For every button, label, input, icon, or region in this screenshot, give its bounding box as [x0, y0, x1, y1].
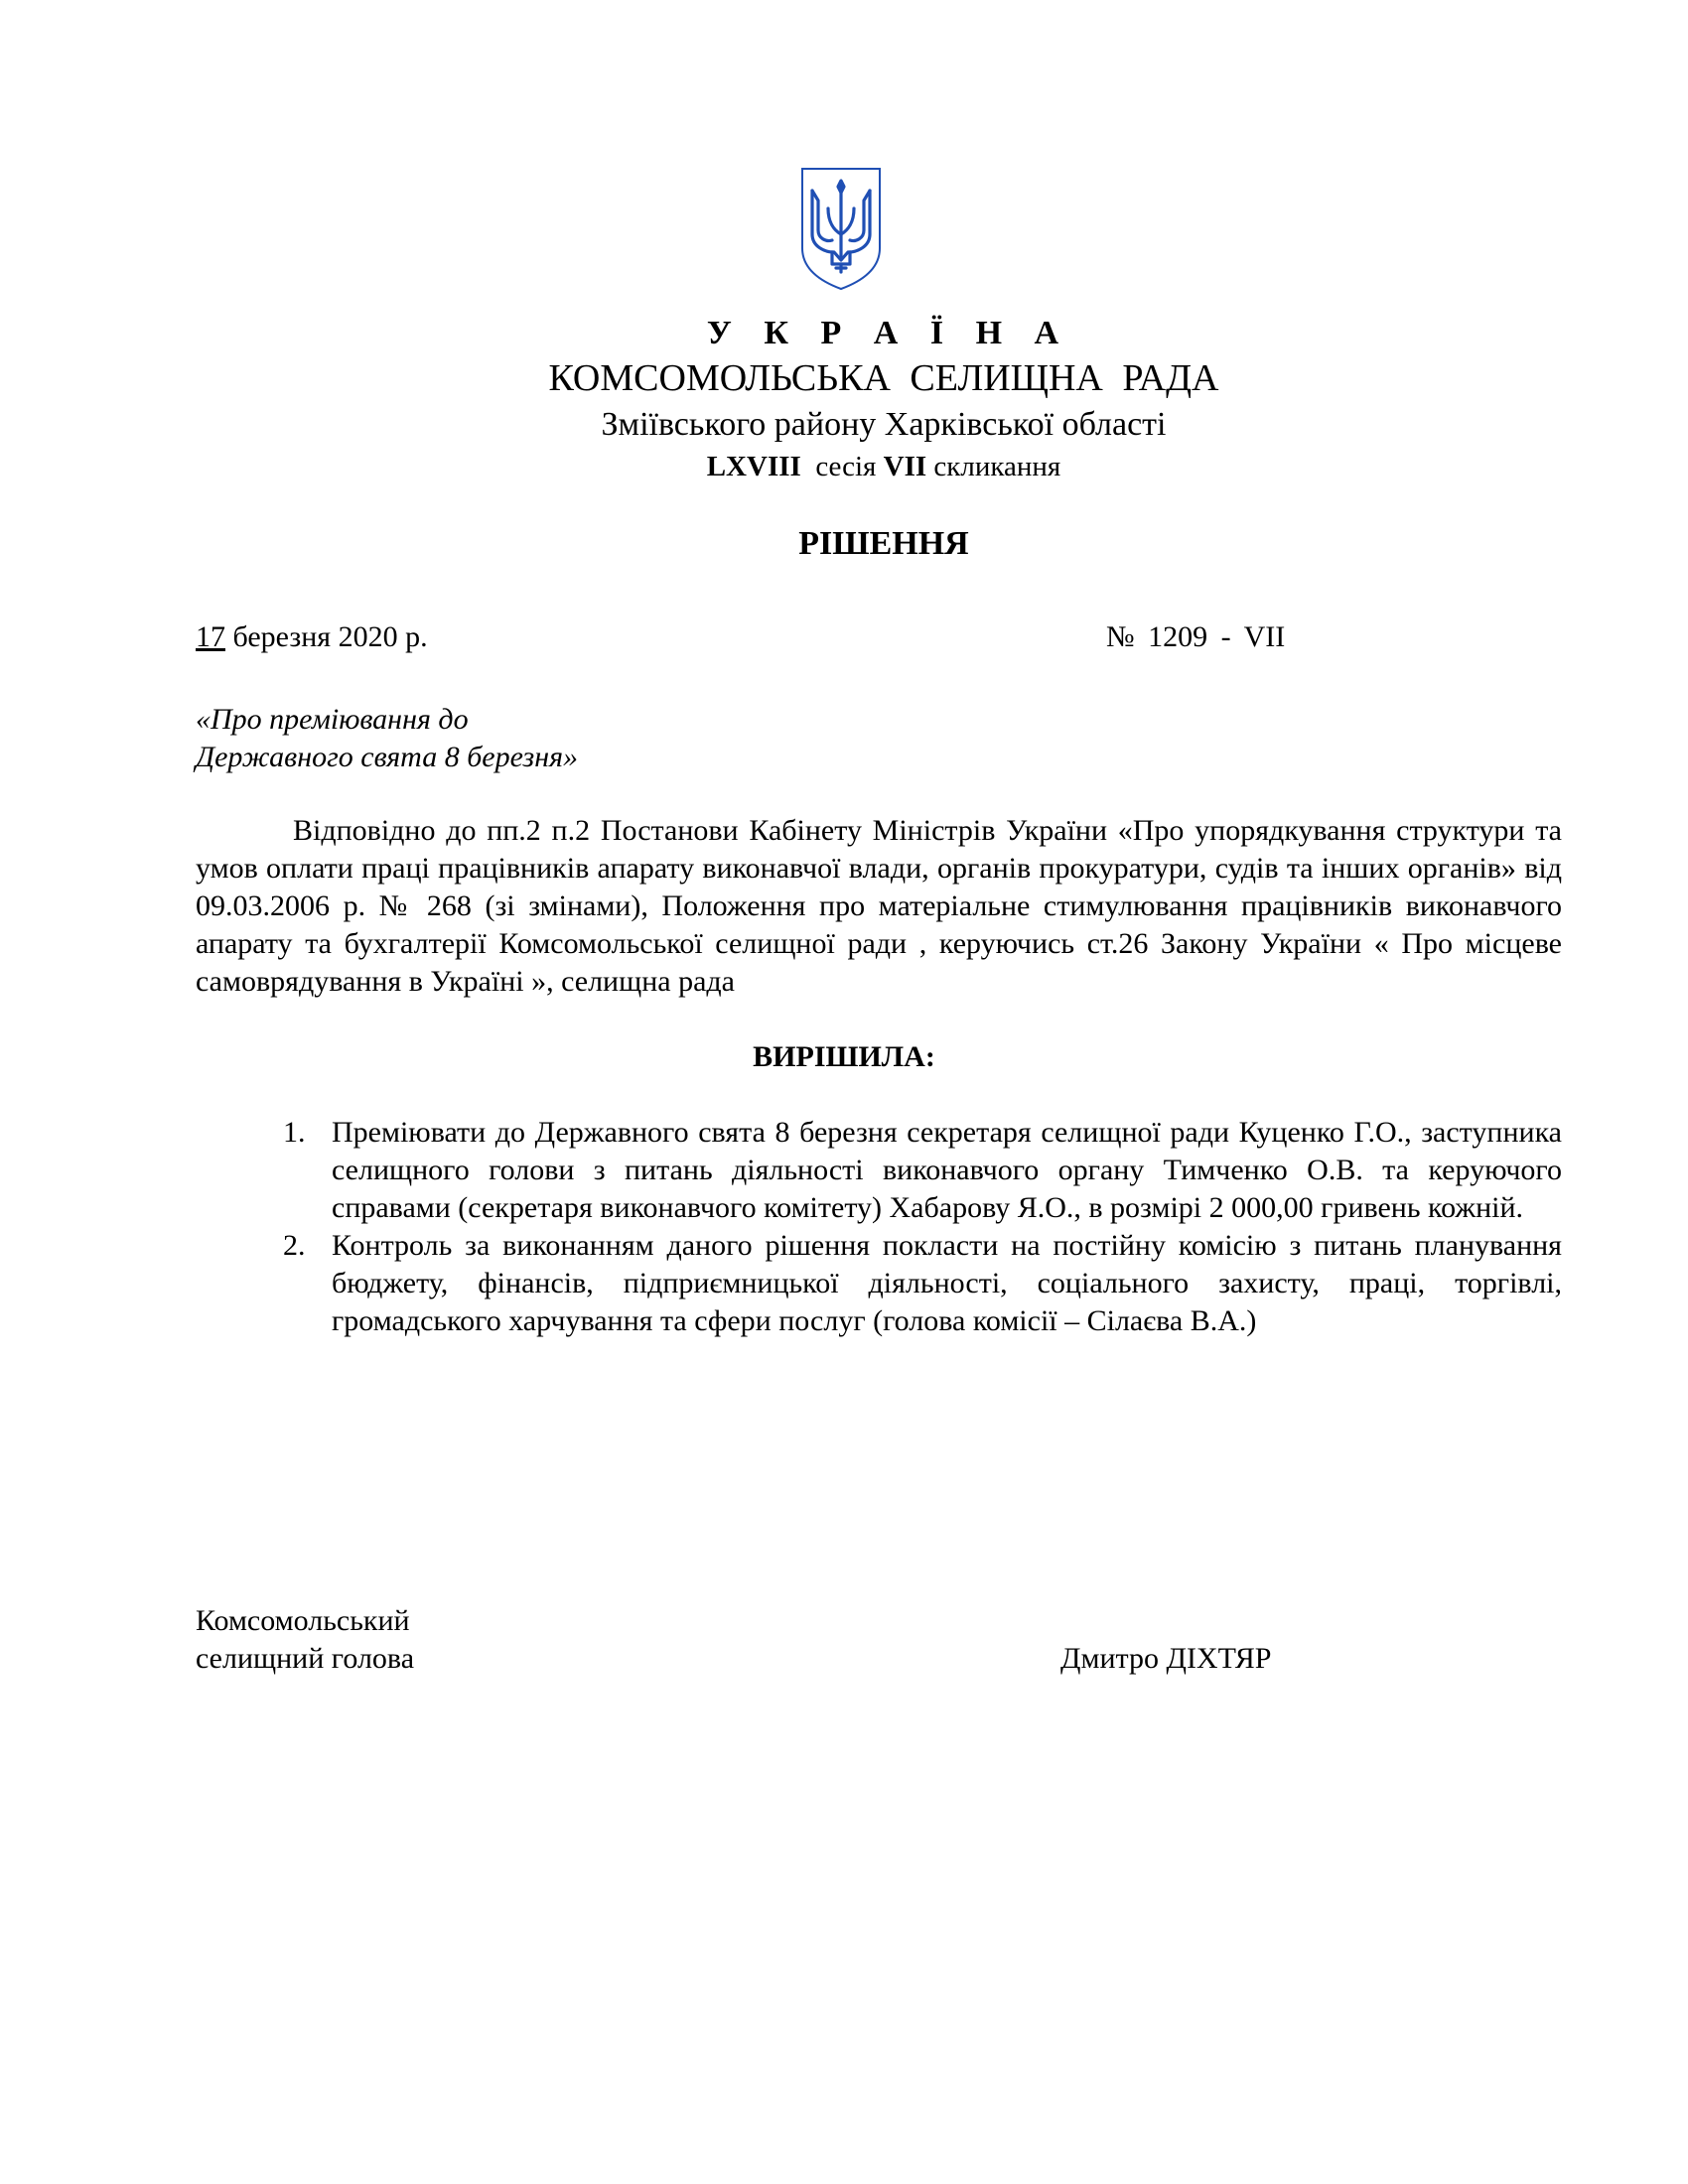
- session-number: LXVIII: [706, 451, 801, 482]
- session-word: сесія: [815, 451, 877, 482]
- decision-number: № 1209 - VII: [1106, 620, 1286, 653]
- trident-coat-of-arms-icon: [798, 165, 884, 292]
- list-item: [196, 1227, 1562, 1340]
- signatory-title-line-2: селищний голова: [196, 1642, 415, 1675]
- session-heading: [0, 450, 1688, 483]
- convocation-word: скликання: [933, 451, 1061, 482]
- council-heading: КОМСОМОЛЬСЬКА СЕЛИЩНА РАДА: [548, 357, 1219, 399]
- item-text: Преміювати до Державного свята 8 березня секретаря селищної ради Куценко Г.О., заступника селищного голови з питань діяльності виконавчого органу Тимченко О.В. та керуючого справами (секретаря виконавчого комітету) Хабарову Я.О., в розмірі 2 000,00 гривень кожній.: [332, 1116, 1562, 1224]
- date-month-year: березня 2020 р.: [232, 620, 428, 653]
- preamble-paragraph: Відповідно до пп.2 п.2 Постанови Кабінету Міністрів України «Про упорядкування структури та умов оплати праці працівників апарату виконавчої влади, органів прокуратури, судів та інших органів» від 09.03.2006 р. № 268 (зі змінами), Положення про матеріальне стимулювання працівників виконавчого апарату та бухгалтерії Комсомольської селищної ради , керуючись ст.26 Закону України « Про місцеве самоврядування в Україні », селищна рада: [196, 814, 1562, 998]
- item-text: Контроль за виконанням даного рішення покласти на постійну комісію з питань планування бюджету, фінансів, підприємницької діяльності, соціального захисту, праці, торгівлі, громадського харчування та сфери послуг (голова комісії – Сілаєва В.А.): [332, 1229, 1562, 1337]
- list-item: [196, 1114, 1562, 1227]
- item-number: 2.: [283, 1229, 306, 1262]
- subject-line-1: «Про преміювання до: [196, 703, 469, 736]
- signatory-name: Дмитро ДІХТЯР: [1060, 1642, 1272, 1675]
- country-heading: У К Р А Ї Н А: [706, 315, 1071, 351]
- convocation-number: VII: [883, 451, 927, 482]
- decision-items-list: [196, 1114, 1562, 1340]
- subject-line-2: Державного свята 8 березня»: [196, 741, 579, 773]
- resolved-heading: ВИРІШИЛА:: [753, 1040, 935, 1073]
- decision-title: РІШЕННЯ: [798, 525, 969, 562]
- decision-date: [196, 619, 428, 655]
- date-day: 17: [196, 620, 225, 653]
- district-heading: Зміївського району Харківської області: [601, 406, 1167, 443]
- item-number: 1.: [283, 1116, 306, 1149]
- signatory-title-line-1: Комсомольський: [196, 1604, 410, 1637]
- signatory-title: [196, 1602, 414, 1678]
- decision-subject: [196, 701, 578, 776]
